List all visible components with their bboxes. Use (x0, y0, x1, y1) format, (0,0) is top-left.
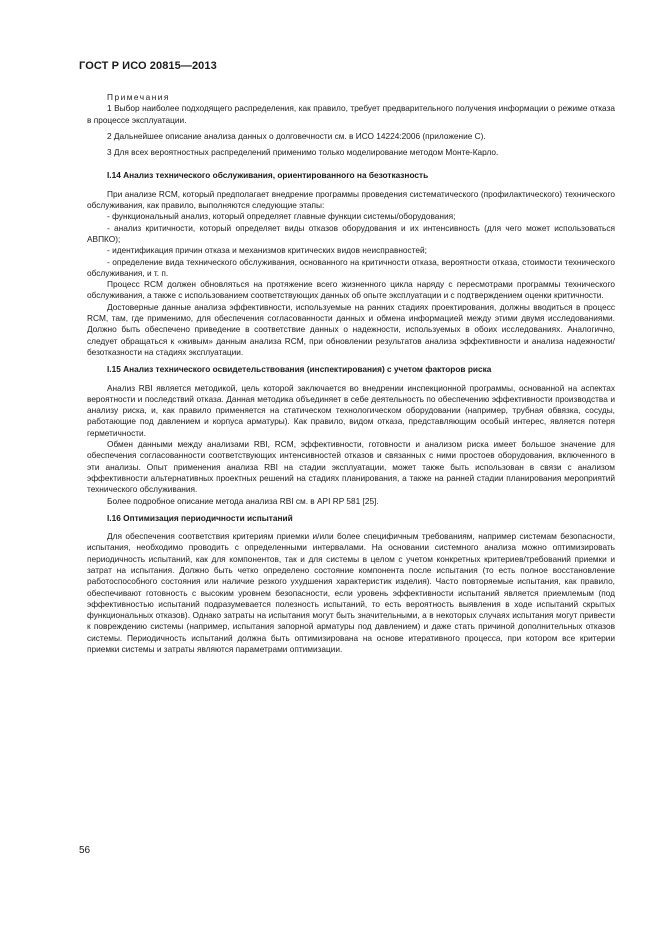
note-item: 1 Выбор наиболее подходящего распределения, как правило, требует предварительного получения информации о режиме отказа в процессе эксплуатации. (87, 103, 615, 125)
paragraph: Более подробное описание метода анализа RBI см. в API RP 581 [25]. (107, 495, 379, 506)
document-body (87, 92, 615, 655)
notes-title: Примечания (107, 92, 170, 102)
list-item: - идентификация причин отказа и механизмов критических видов неисправностей; (107, 245, 427, 256)
page-number: 56 (79, 845, 91, 856)
paragraph: Достоверные данные анализа эффективности, используемые на ранних стадиях проектирования, должны вводиться в процесс RCM, там, где применимо, для обеспечения согласованности данных и обмена информацией между этими двумя исследованиями. Должно быть обеспечено приведение в соответствие данных о надежности, используемых в обоих исследованиях. Аналогично, следует обращаться к «живым» данным анализа RCM, при обновлении результатов анализа эффективности и анализа надежности/безотказности на стадиях эксплуатации. (87, 301, 615, 357)
note-item: 3 Для всех вероятностных распределений применимо только моделирование методом Монте-Карло. (107, 147, 499, 158)
note-item: 2 Дальнейшее описание анализа данных о долговечности см. в ИСО 14224:2006 (приложение С). (107, 130, 486, 141)
section-title-i14: I.14 Анализ технического обслуживания, ориентированного на безотказность (107, 170, 429, 181)
paragraph: Для обеспечения соответствия критериям приемки и/или более специфичным требованиям, например системам безопасности, испытания, необходимо проводить с определенными интервалами. На основании системного анализа можно оптимизировать периодичность испытаний, как для компонентов, так и для системы в целом с учетом конкретных критериев/требований приемки и затрат на испытания. Должно быть четко определено состояние компонента после испытания (то есть полное восстановление работоспособного состояния или наличие резкого ухудшения характеристик изделия). Часто повторяемые испытания, как правило, обеспечивают готовность с высоким уровнем безопасности, если уровень эффективности испытаний является приемлемым (под эффективностью испытаний подразумевается полезность испытаний, то есть вероятность выявления в ходе испытаний скрытых функциональных отказов). Однако затраты на испытания могут быть значительными, а в некоторых случаях испытания могут привести к повреждению системы (например, испытания запорной арматуры под давлением) и даже стать причиной дополнительных отказов системы. Периодичность испытаний должна быть оптимизирована на основе итеративного процесса, при котором все критерии приемки системы и затраты являются параметрами оптимизации. (87, 531, 615, 655)
section-title-i15: I.15 Анализ технического освидетельствования (инспектирования) с учетом факторов риска (107, 364, 492, 375)
list-item: - определение вида технического обслуживания, основанного на критичности отказа, вероятности отказа, стоимости технического обслуживания, и т. п. (87, 256, 615, 278)
paragraph: При анализе RCM, который предполагает внедрение программы проведения систематического (профилактического) технического обслуживания, как правило, выполняются следующие этапы: (87, 188, 615, 211)
section-title-i16: I.16 Оптимизация периодичности испытаний (107, 512, 293, 523)
list-item: - функциональный анализ, который определяет главные функции системы/оборудования; (107, 211, 456, 222)
paragraph: Обмен данными между анализами RBI, RCM, эффективности, готовности и анализом риска имеет большое значение для обеспечения согласованности соответствующих интенсивностей отказов и связанных с ними простоев оборудования, включенного в эти анализы. Опыт применения анализа RBI на стадии эксплуатации, может также быть использован в связи с анализом эффективности альтернативных проектных решений на стадиях планирования, а также на ранней стадии планирования мероприятий технического обслуживания. (87, 439, 615, 495)
paragraph: Анализ RBI является методикой, цель которой заключается во внедрении инспекционной программы, основанной на аспектах вероятности и последствий отказа. Данная методика объединяет в себе деятельность по обеспечению эффективности производства и анализу риска, и, как правило применяется на статическом технологическом оборудовании (например, трубная обвязка, сосуды, работающие под давлением и корпуса арматуры). Как правило, видом отказа, представляющим особый интерес, является потеря герметичности. (87, 382, 615, 438)
list-item: - анализ критичности, который определяет виды отказов оборудования и их интенсивность (для чего может использоваться АВПКО); (87, 222, 615, 244)
document-header: ГОСТ Р ИСО 20815—2013 (79, 60, 217, 72)
paragraph: Процесс RCM должен обновляться на протяжение всего жизненного цикла наряду с пересмотрами программы технического обслуживания, а также с использованием соответствующих данных об опыте эксплуатации и с подтверждением оценки критичности. (87, 279, 615, 301)
